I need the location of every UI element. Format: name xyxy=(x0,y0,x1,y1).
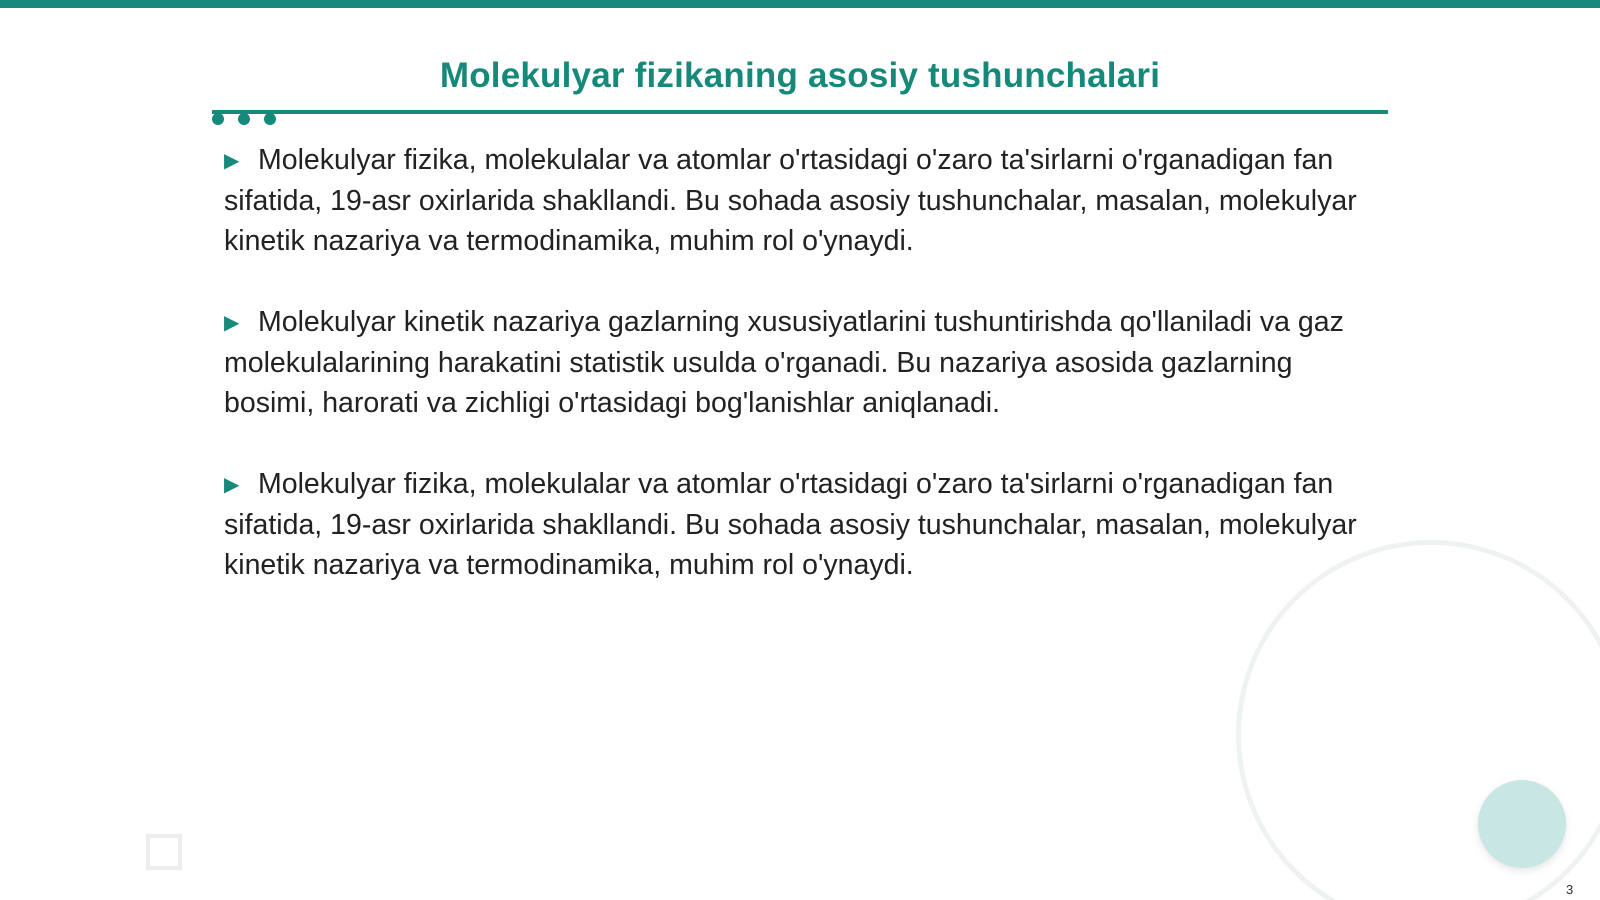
slide-title: Molekulyar fizikaning asosiy tushunchalari xyxy=(439,56,1161,95)
title-dot xyxy=(264,113,276,125)
decorative-square xyxy=(146,834,182,870)
bullet-paragraph xyxy=(224,464,1384,585)
title-dot xyxy=(238,113,250,125)
title-underline xyxy=(212,110,1388,114)
bullet-paragraph xyxy=(224,140,1384,261)
bullet-text: Molekulyar kinetik nazariya gazlarning xususiyatlarini tushuntirishda qo'llaniladi va gaz molekulalarining harakatini statistik usulda o'rganadi. Bu nazariya asosida gazlarning bosimi, harorati va zichligi o'rtasidagi bog'lanishlar aniqlanadi. xyxy=(224,306,1344,419)
title-dot xyxy=(212,113,224,125)
bullet-text: Molekulyar fizika, molekulalar va atomlar o'rtasidagi o'zaro ta'sirlarni o'rganadigan fan sifatida, 19-asr oxirlarida shakllandi. Bu sohada asosiy tushunchalar, masalan, molekulyar kinetik nazariya va termodinamika, muhim rol o'ynaydi. xyxy=(224,144,1357,257)
triangle-right-icon: ▶ xyxy=(224,474,240,496)
top-accent-bar xyxy=(0,0,1600,8)
triangle-right-icon: ▶ xyxy=(224,150,240,172)
bullet-text: Molekulyar fizika, molekulalar va atomlar o'rtasidagi o'zaro ta'sirlarni o'rganadigan fan sifatida, 19-asr oxirlarida shakllandi. Bu sohada asosiy tushunchalar, masalan, molekulyar kinetik nazariya va termodinamika, muhim rol o'ynaydi. xyxy=(224,468,1357,581)
triangle-right-icon: ▶ xyxy=(224,312,240,334)
decorative-circle xyxy=(1478,780,1566,868)
bullet-paragraph xyxy=(224,302,1384,423)
slide-body xyxy=(224,140,1384,626)
page-number: 3 xyxy=(1566,882,1574,897)
